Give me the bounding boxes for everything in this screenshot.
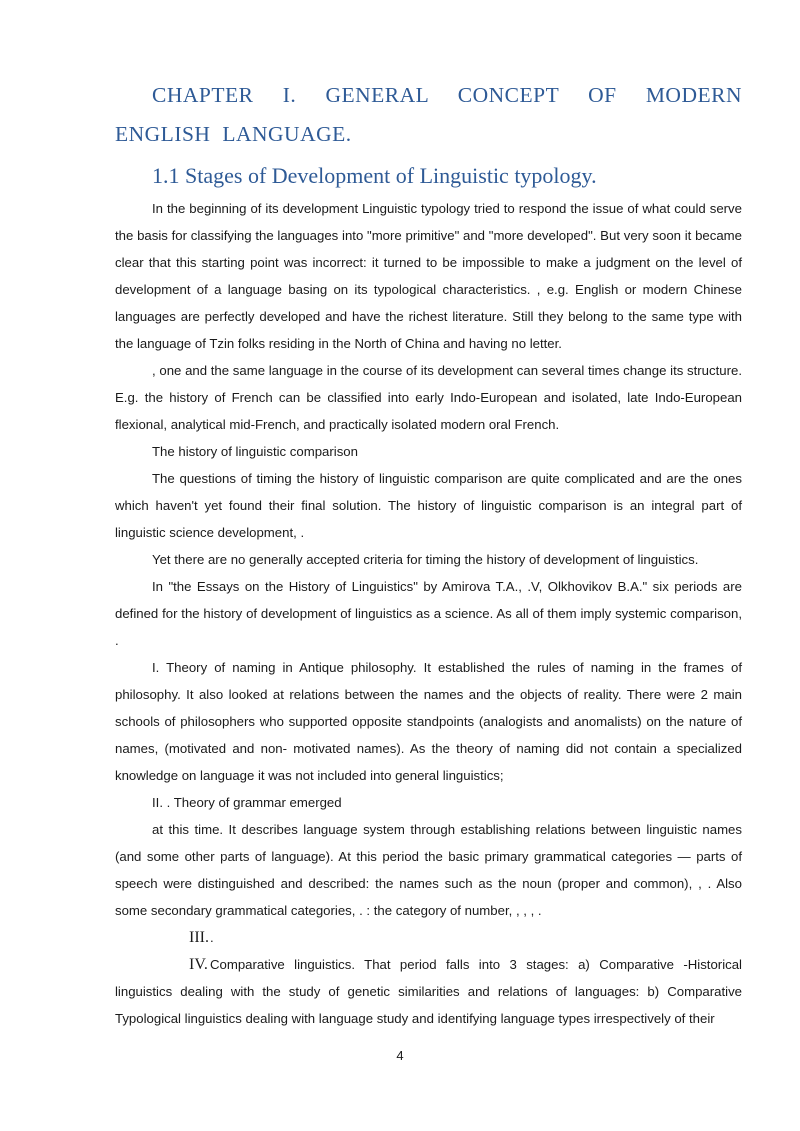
roman-numeral: IV. (189, 956, 208, 973)
paragraph-1: In the beginning of its development Linguistic typology tried to respond the issue of what could serve the basis for classifying the languages into "more primitive" and "more developed". But very soon it became clear that this starting point was incorrect: it turned to be impossible to make a judgment on the level of development of a language basing on its typological characteristics. , e.g. English or modern Chinese languages are perfectly developed and have the richest literature. Still they belong to the same type with the language of Tzin folks residing in the North of China and having no letter. (115, 201, 742, 351)
roman-item-text: Comparative linguistics. That period falls into 3 stages: a) Comparative -Historical linguistics dealing with the study of genetic similarities and relations of languages: b) Comparative Typological linguistics dealing with language study and identifying language types irrespectively of their (115, 957, 742, 1026)
paragraph-8: II. . Theory of grammar emerged (152, 795, 342, 810)
roman-item-3 (115, 924, 742, 951)
paragraph-6: In "the Essays on the History of Linguistics" by Amirova T.A., .V, Olkhovikov B.A." six periods are defined for the history of development of linguistics as a science. As all of them imply systemic comparison, . (115, 579, 742, 648)
paragraph-2: , one and the same language in the course of its development can several times change its structure. E.g. the history of French can be classified into early Indo-European and isolated, late Indo-European flexional, analytical mid-French, and practically isolated modern oral French. (115, 363, 742, 432)
paragraph-9: at this time. It describes language system through establishing relations between linguistic names (and some other parts of language). At this period the basic primary grammatical categories — parts of speech were distinguished and described: the names such as the noun (proper and common), , . Also some secondary grammatical categories, . : the category of number, , , , . (115, 822, 742, 918)
paragraph-3: The history of linguistic comparison (152, 444, 358, 459)
chapter-title: CHAPTER I. GENERAL CONCEPT OF MODERN ENGLISH LANGUAGE. (115, 83, 742, 146)
roman-item-4 (115, 951, 742, 1032)
paragraph-4: The questions of timing the history of linguistic comparison are quite complicated and are the ones which haven't yet found their final solution. The history of linguistic comparison is an integral part of linguistic science development, . (115, 471, 742, 540)
roman-item-text: . (210, 930, 214, 945)
page-number: 4 (396, 1048, 404, 1063)
paragraph-5: Yet there are no generally accepted criteria for timing the history of development of linguistics. (152, 552, 699, 567)
section-title: 1.1 Stages of Development of Linguistic typology. (152, 163, 597, 188)
paragraph-7: I. Theory of naming in Antique philosophy. It established the rules of naming in the frames of philosophy. It also looked at relations between the names and the objects of reality. There were 2 main schools of philosophers who supported opposite standpoints (analogists and anomalists) on the nature of names, (motivated and non- motivated names). As the theory of naming did not contain a specialized knowledge on language it was not included into general linguistics; (115, 660, 742, 783)
roman-numeral: III. (189, 929, 209, 946)
